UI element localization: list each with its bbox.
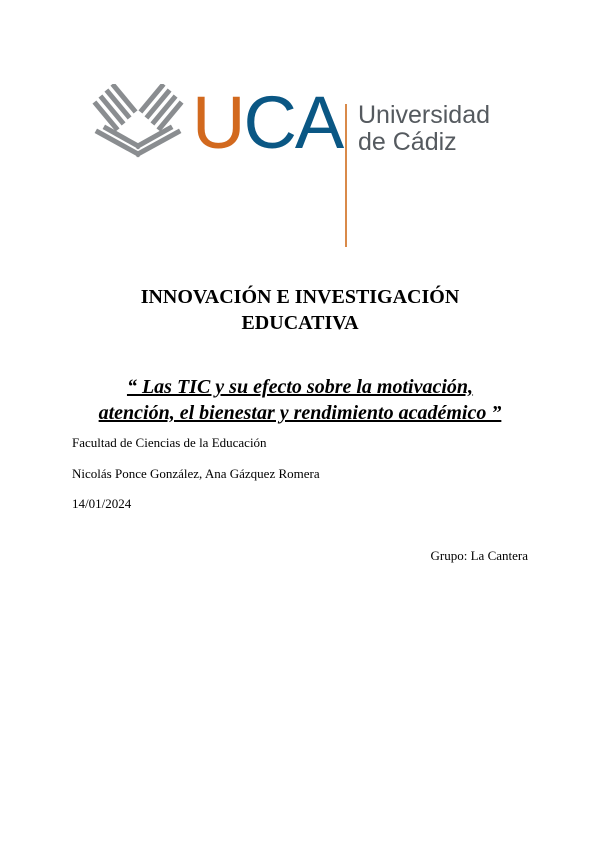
university-logo bbox=[92, 81, 512, 249]
logo-wordmark-ca: CA bbox=[243, 81, 343, 164]
title-line2: EDUCATIVA bbox=[241, 312, 359, 334]
logo-name-line1: Universidad bbox=[358, 101, 491, 129]
authors-text: Nicolás Ponce González, Ana Gázquez Romera bbox=[72, 466, 320, 481]
uca-emblem-icon bbox=[92, 84, 184, 158]
logo-divider bbox=[345, 104, 347, 247]
title-line1: INNOVACIÓN E INVESTIGACIÓN bbox=[140, 286, 460, 308]
group-text: Grupo: La Cantera bbox=[430, 548, 528, 563]
logo-university-name bbox=[358, 102, 490, 156]
date-text: 14/01/2024 bbox=[72, 496, 132, 511]
logo-wordmark-u: U bbox=[192, 81, 244, 164]
document-title bbox=[60, 284, 540, 336]
document-subtitle bbox=[50, 374, 550, 426]
faculty-text: Facultad de Ciencias de la Educación bbox=[72, 435, 267, 450]
logo-wordmark bbox=[192, 81, 343, 164]
subtitle-line2: atención, el bienestar y rendimiento académico ” bbox=[98, 402, 502, 424]
subtitle-line1: “ Las TIC y su efecto sobre la motivación, bbox=[126, 376, 474, 398]
logo-name-line2: de Cádiz bbox=[358, 128, 457, 156]
